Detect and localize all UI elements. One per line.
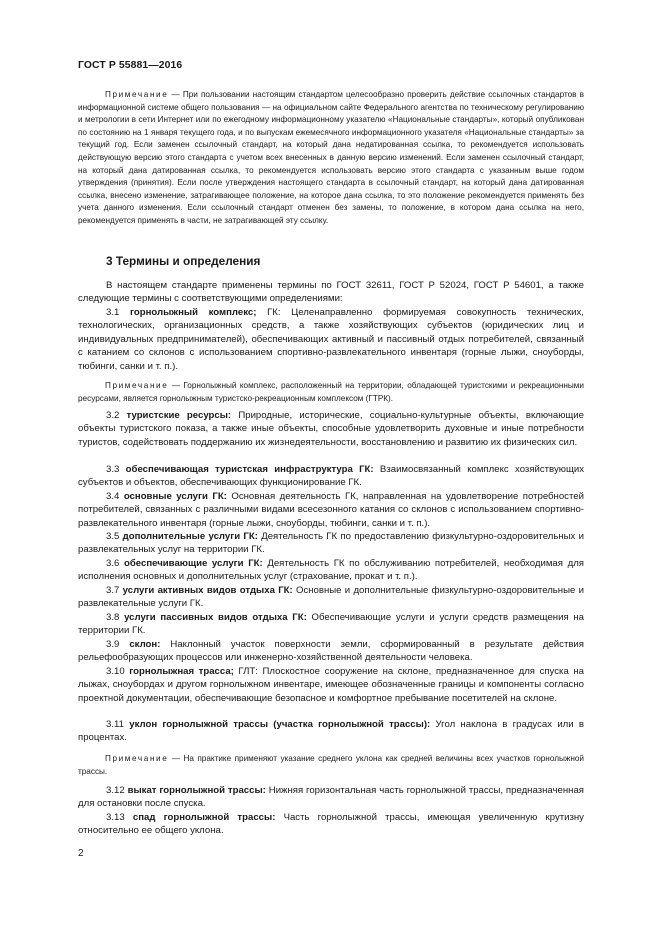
note-text: — На практике применяют указание среднего уклона как средней величины всех участков горнолыжной трассы.	[78, 754, 584, 776]
term-3-3	[78, 463, 584, 490]
term-number: 3.3	[106, 464, 126, 475]
note-label: Примечание	[105, 381, 169, 390]
term-number: 3.4	[106, 491, 124, 502]
term-number: 3.12	[106, 785, 128, 796]
term-number: 3.6	[106, 558, 124, 569]
term-3-11	[78, 718, 584, 745]
term-definition: Наклонный участок поверхности земли, сформированный в результате действия рельефообразующих процессов или инженерно-хозяйственной деятельности человека.	[78, 639, 584, 664]
term-3-9	[78, 638, 584, 665]
document-header: ГОСТ Р 55881—2016	[78, 60, 183, 71]
term-name: услуги активных видов отдыха ГК:	[122, 585, 293, 596]
term-number: 3.2	[106, 410, 127, 421]
term-definition: Основные и дополнительные физкультурно-оздоровительные и развлекательные услуги ГК.	[78, 585, 584, 610]
term-definition: Деятельность ГК по предоставлению физкультурно-оздоровительных и развлекательных услуг на территории ГК.	[78, 531, 584, 556]
term-number: 3.8	[106, 612, 125, 623]
term-3-12	[78, 784, 584, 811]
term-3-6	[78, 557, 584, 584]
term-definition: Обеспечивающие услуги и услуги средств размещения на территории ГК.	[78, 612, 584, 637]
term-name: спад горнолыжной трассы:	[132, 812, 276, 823]
term-name: услуги пассивных видов отдыха ГК:	[124, 612, 307, 623]
term-name: уклон горнолыжной трассы (участка горнолыжной трассы):	[129, 719, 431, 730]
term-name: склон:	[129, 639, 161, 650]
note-ski-complex	[78, 380, 584, 405]
term-definition: Основная деятельность ГК, направленная на удовлетворение потребностей потребителей, связанных с различными видами всесезонного катания со склонов с использованием спортивно-развлекательного инвентаря (горные лыжи, сноуборды, тюбинги, санки и т. п.).	[78, 491, 584, 529]
term-name: горнолыжная трасса;	[129, 666, 234, 677]
note-references	[78, 89, 584, 228]
term-3-13	[78, 811, 584, 838]
term-number: 3.1	[106, 307, 130, 318]
term-3-10	[78, 665, 584, 705]
term-3-8	[78, 611, 584, 638]
term-3-1	[78, 306, 584, 373]
note-label: Примечание	[105, 754, 169, 763]
note-label: Примечание	[105, 90, 169, 99]
term-definition: Природные, исторические, социально-культурные объекты, включающие объекты туристского показа, а также иные объекты, способные удовлетворить духовные и иные потребности туристов, содействовать поддержанию их жизнедеятельности, восстановлению и развитию их физических сил.	[78, 410, 585, 448]
term-definition: Угол наклона в градусах или в процентах.	[78, 719, 584, 744]
page-number: 2	[78, 848, 84, 859]
intro-paragraph: В настоящем стандарте применены термины по ГОСТ 32611, ГОСТ Р 52024, ГОСТ Р 54601, а также следующие термины с соответствующими определениями:	[78, 280, 584, 305]
term-name: выкат горнолыжной трассы:	[127, 785, 266, 796]
term-name: обеспечивающая туристская инфраструктура ГК:	[125, 464, 374, 475]
term-name: обеспечивающие услуги ГК:	[123, 558, 263, 569]
term-name: основные услуги ГК:	[123, 491, 227, 502]
term-definition: ГК: Целенаправленно формируемая совокупность технических, технологических, организационных средств, а также хозяйствующих субъектов (юридических лиц и индивидуальных предпринимателей), обеспечивающих активный и пассивный отдых потребителей, связанный с катанием со склонов с использованием спортивно-развлекательного инвентаря (горные лыжи, сноуборды, тюбинги, санки и т. п.).	[78, 307, 584, 372]
note-slope	[78, 753, 584, 778]
term-number: 3.13	[106, 812, 133, 823]
term-definition: Взаимосвязанный комплекс хозяйствующих субъектов и объектов, обеспечивающих функционирование ГК.	[78, 464, 584, 489]
term-definition: Деятельность ГК по обслуживанию потребителей, необходимая для исполнения основных и дополнительных услуг (страхование, прокат и т. п.).	[78, 558, 584, 583]
term-3-2	[78, 409, 584, 449]
term-definition: Часть горнолыжной трассы, имеющая увеличенную крутизну относительно ее общего уклона.	[78, 812, 584, 837]
term-3-7	[78, 584, 584, 611]
term-number: 3.10	[106, 666, 130, 677]
term-number: 3.5	[106, 531, 123, 542]
term-name: горнолыжный комплекс;	[129, 307, 257, 318]
term-number: 3.9	[106, 639, 130, 650]
note-text: — При пользовании настоящим стандартом целесообразно проверить действие ссылочных стандартов в информационной системе общего пользования — на официальном сайте Федерального агентства по техническому регулированию и метрологии в сети Интернет или по ежегодному информационному указателю «Национальные стандарты», который опубликован по состоянию на 1 января текущего года, и по выпускам ежемесячного информационного указателя «Национальные стандарты» за текущий год. Если заменен ссылочный стандарт, на который дана недатированная ссылка, то рекомендуется использовать действующую версию этого стандарта с учетом всех внесенных в данную версию изменений. Если заменен ссылочный стандарт, на который дана датированная ссылка, то рекомендуется использовать версию этого стандарта с указанным выше годом утверждения (принятия). Если после утверждения настоящего стандарта в ссылочный стандарт, на который дана датированная ссылка, внесено изменение, затрагивающее положение, на которое дана ссылка, то это положение рекомендуется применять без учета данного изменения. Если ссылочный стандарт отменен без замены, то положение, в котором дана ссылка на него, рекомендуется применять в части, не затрагивающей эту ссылку.	[78, 90, 584, 225]
term-definition: Нижняя горизонтальная часть горнолыжной трассы, предназначенная для остановки после спуска.	[78, 785, 584, 810]
term-number: 3.11	[106, 719, 130, 730]
term-3-4	[78, 490, 584, 530]
note-text: — Горнолыжный комплекс, расположенный на территории, обладающей туристскими и рекреационными ресурсами, является горнолыжным туристско-рекреационным комплексом (ГТРК).	[78, 381, 584, 403]
term-number: 3.7	[106, 585, 123, 596]
term-name: туристские ресурсы:	[126, 410, 232, 421]
term-name: дополнительные услуги ГК:	[122, 531, 258, 542]
term-3-5	[78, 530, 584, 557]
section-title: 3 Термины и определения	[106, 254, 261, 268]
term-definition: ГЛТ: Плоскостное сооружение на склоне, предназначенное для спуска на лыжах, сноубордах и другом горнолыжном инвентаре, имеющее обозначенные границы и компоненты согласно проектной документации, обеспечивающие безопасное и комфортное пребывание посетителей на склоне.	[78, 666, 584, 704]
